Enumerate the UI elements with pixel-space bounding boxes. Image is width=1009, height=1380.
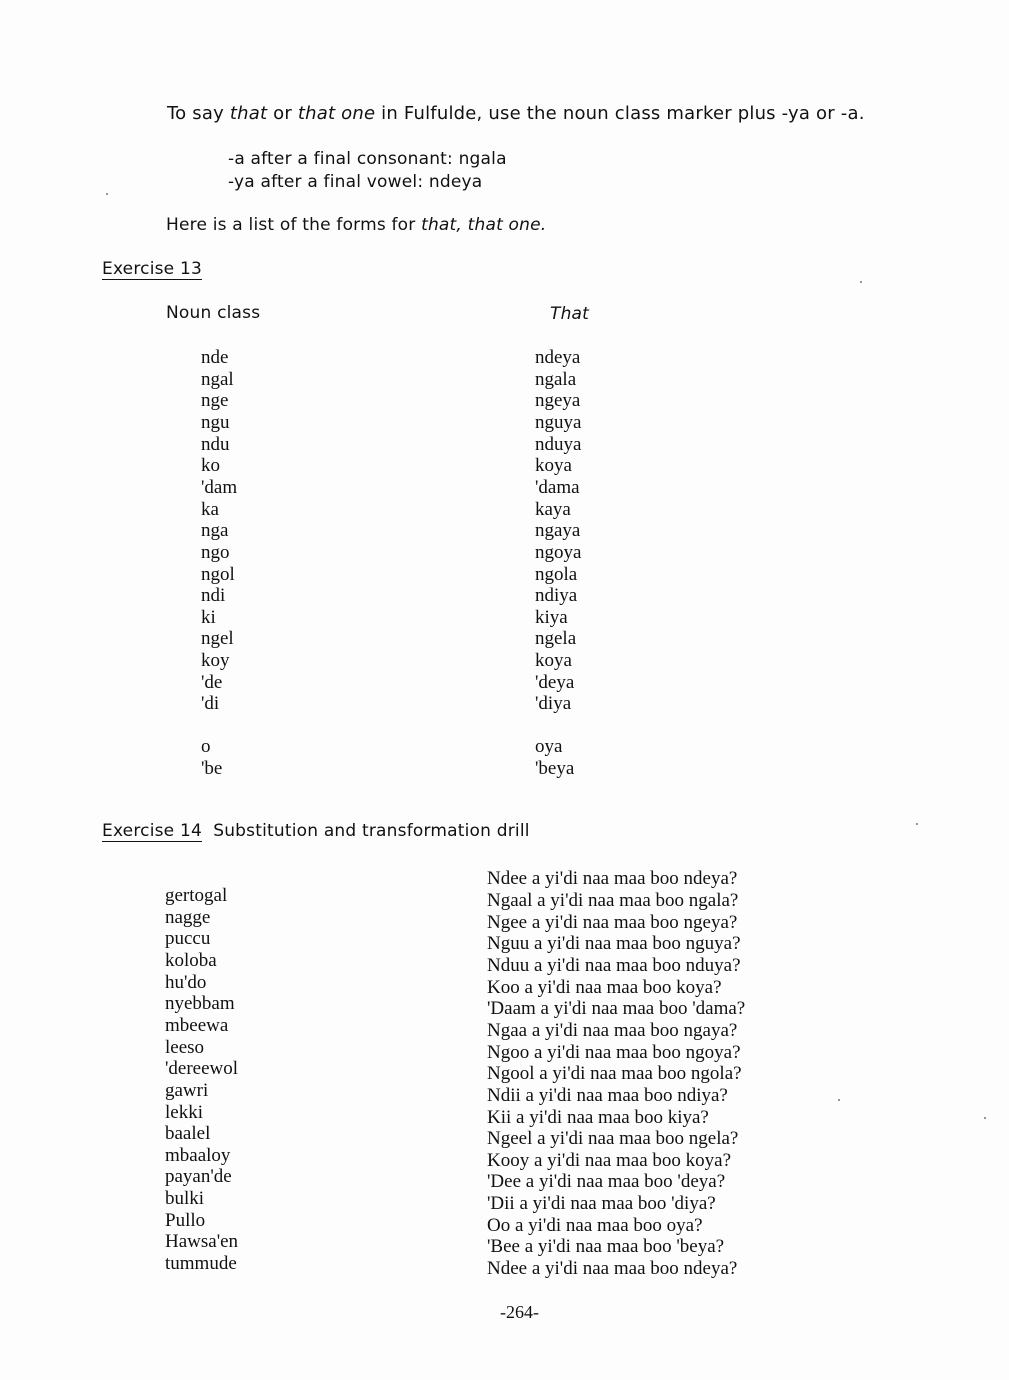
response-sentence: 'Bee a yi'di naa maa boo 'beya? [487, 1236, 725, 1258]
that-form-item: kaya [535, 498, 571, 520]
cue-word: puccu [165, 928, 211, 950]
noun-class-item: o [201, 736, 211, 758]
exercise-13-heading: Exercise 13 [102, 259, 202, 279]
response-sentence: Ngoo a yi'di naa maa boo ngoya? [487, 1041, 741, 1063]
that-form-item: ngela [535, 628, 577, 650]
cue-word: mbeewa [165, 1014, 229, 1036]
cue-word: 'dereewol [165, 1058, 239, 1080]
response-sentence: Ngee a yi'di naa maa boo ngeya? [487, 911, 738, 933]
that-header: That [550, 304, 590, 324]
cue-word: leeso [165, 1036, 205, 1058]
scan-speck [838, 1099, 840, 1101]
cue-word: payan'de [165, 1166, 232, 1188]
noun-class-item: koy [201, 650, 230, 672]
noun-class-item: ko [201, 455, 220, 477]
that-form-item: ngola [535, 563, 578, 585]
that-form-item: 'diya [535, 693, 572, 715]
intro-italic-that-one: that one [297, 103, 376, 124]
intro-italic-that: that [229, 103, 268, 124]
noun-class-item: 'be [201, 757, 223, 779]
that-form-item: oya [535, 736, 563, 758]
cue-word: koloba [165, 949, 217, 971]
response-sentence: Ngeel a yi'di naa maa boo ngela? [487, 1128, 739, 1150]
that-form-item: kiya [535, 606, 568, 628]
noun-class-item: ndu [201, 433, 230, 455]
that-form-item: ngaya [535, 520, 581, 542]
noun-class-item: ki [201, 606, 216, 628]
cue-word: Hawsa'en [165, 1231, 239, 1253]
intro-text: To say [167, 103, 230, 124]
that-form-item: ndiya [535, 585, 578, 607]
list-intro-italic: that, that one. [421, 215, 547, 235]
response-sentence: Oo a yi'di naa maa boo oya? [487, 1214, 703, 1236]
noun-class-item: 'dam [201, 476, 238, 498]
that-form-item: koya [535, 650, 572, 672]
that-form-item: ngoya [535, 541, 582, 563]
response-sentence: Kii a yi'di naa maa boo kiya? [487, 1106, 709, 1128]
list-intro-text: Here is a list of the forms for [166, 215, 422, 235]
noun-class-item: ngol [201, 563, 235, 585]
noun-class-item: 'de [201, 671, 223, 693]
response-sentence: Ngaa a yi'di naa maa boo ngaya? [487, 1019, 738, 1041]
response-sentence: Nguu a yi'di naa maa boo nguya? [487, 933, 741, 955]
response-sentence: Ndee a yi'di naa maa boo ndeya? [487, 1258, 738, 1280]
exercise-14-label: Exercise 14 [102, 821, 202, 841]
response-sentence: Nduu a yi'di naa maa boo nduya? [487, 954, 741, 976]
cue-word: hu'do [165, 971, 207, 993]
list-intro [166, 215, 546, 235]
cue-word: bulki [165, 1188, 205, 1210]
that-form-item: nguya [535, 411, 582, 433]
response-sentence: Ngaal a yi'di naa maa boo ngala? [487, 890, 739, 911]
scan-speck [860, 281, 862, 283]
response-sentence: Ndii a yi'di naa maa boo ndiya? [487, 1084, 728, 1106]
noun-class-item: ngo [201, 541, 230, 563]
noun-class-item: ndi [201, 585, 226, 607]
noun-class-item: nga [201, 520, 229, 542]
that-form-item: nduya [535, 433, 582, 455]
that-form-item: 'dama [535, 476, 580, 498]
intro-sentence [167, 103, 865, 124]
cue-word: Pullo [165, 1209, 206, 1231]
rule-consonant: -a after a final consonant: ngala [228, 149, 507, 169]
that-form-item: ngeya [535, 390, 581, 412]
intro-text: or [267, 103, 298, 124]
page-number: -264- [500, 1302, 539, 1322]
that-form-item: ndeya [535, 347, 581, 368]
cue-word: tummude [165, 1253, 237, 1275]
scan-speck [106, 193, 108, 195]
cue-word: lekki [165, 1101, 203, 1123]
cue-word: baalel [165, 1123, 211, 1145]
noun-class-item: ngu [201, 411, 230, 433]
exercise-14-heading [102, 821, 530, 841]
response-sentence: 'Dee a yi'di naa maa boo 'deya? [487, 1171, 726, 1193]
cue-word: mbaaloy [165, 1144, 231, 1166]
response-sentence: 'Dii a yi'di naa maa boo 'diya? [487, 1193, 716, 1215]
noun-class-item: nde [201, 347, 229, 368]
intro-text: in Fulfulde, use the noun class marker plus -ya or -a. [375, 103, 865, 124]
noun-class-item: 'di [201, 693, 220, 715]
response-sentence: Kooy a yi'di naa maa boo koya? [487, 1149, 732, 1171]
response-sentence: 'Daam a yi'di naa maa boo 'dama? [487, 998, 746, 1020]
response-sentence: Koo a yi'di naa maa boo koya? [487, 976, 722, 998]
noun-class-item: ka [201, 498, 219, 520]
cue-word: nagge [165, 906, 211, 928]
cue-word: nyebbam [165, 993, 235, 1015]
that-form-item: 'beya [535, 757, 575, 779]
noun-class-item: ngel [201, 628, 234, 650]
noun-class-item: nge [201, 390, 229, 412]
cue-word: gawri [165, 1079, 209, 1101]
scan-speck [916, 823, 918, 825]
rule-vowel: -ya after a final vowel: ndeya [228, 172, 483, 192]
that-form-item: 'deya [535, 671, 575, 693]
noun-class-item: ngal [201, 368, 234, 390]
noun-class-header: Noun class [166, 303, 261, 323]
model-sentence: Ndee a yi'di naa maa boo ndeya? [487, 868, 738, 889]
cue-word: gertogal [165, 885, 228, 906]
that-form-item: ngala [535, 368, 577, 390]
that-form-item: koya [535, 455, 572, 477]
response-sentence: Ngool a yi'di naa maa boo ngola? [487, 1063, 742, 1085]
exercise-14-title: Substitution and transformation drill [213, 821, 530, 841]
scan-speck [984, 1117, 986, 1119]
